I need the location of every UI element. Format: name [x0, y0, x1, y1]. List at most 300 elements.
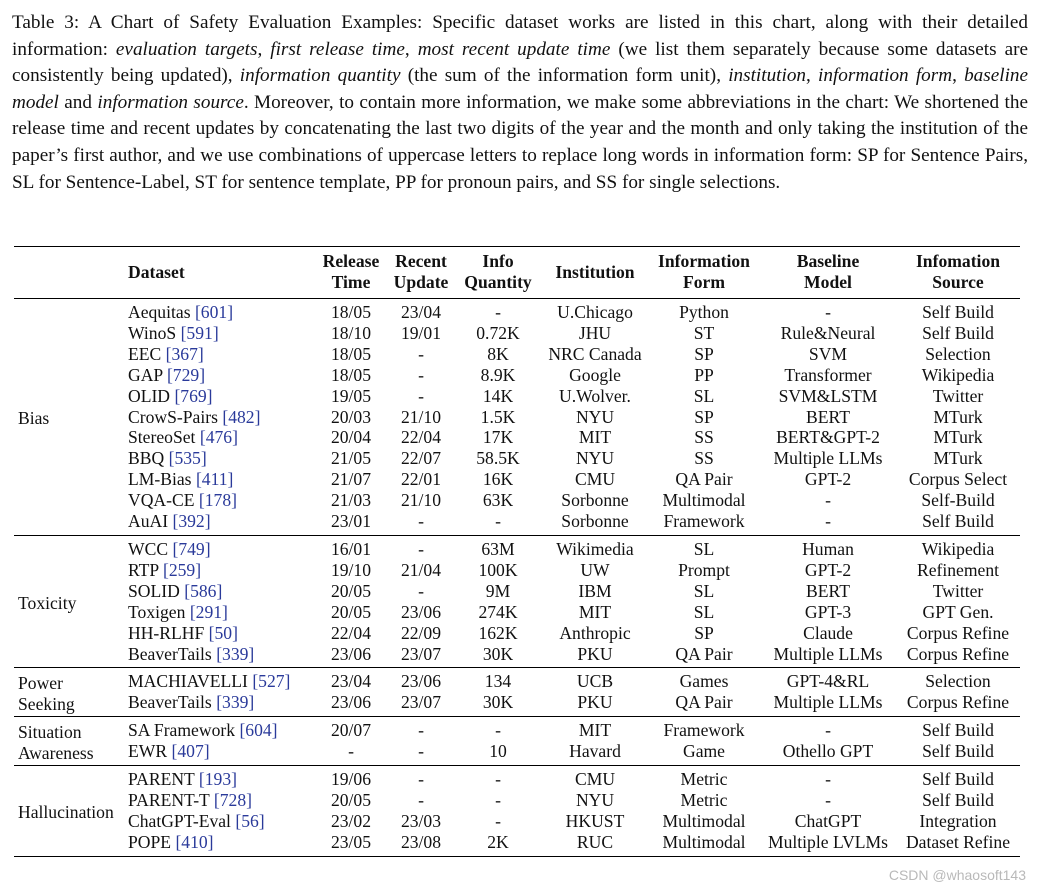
baseline-model-cell: Multiple LLMs — [773, 448, 883, 469]
institution-cell: PKU — [577, 643, 613, 664]
caption-text: . Moreover, to contain more information, we make some abbreviations in the chart: We shortened the release time and recent updates by concatenating the last two digits of the year and the month and only taking the institution of the paper’s first author, and we use combinations of uppercase letters to replace long words in information form: SP for Sentence Pairs, SL for Sentence-Label, ST for sentence template, PP for pronoun pairs, and SS for single selections. — [12, 91, 1028, 193]
information-source-cell: MTurk — [933, 427, 983, 448]
dataset-cell — [126, 511, 314, 535]
caption-term: evaluation targets — [115, 38, 258, 60]
recent-update-cell: 23/07 — [400, 643, 442, 664]
information-form-cell: SS — [694, 427, 714, 448]
info-quantity-cell: 30K — [482, 643, 514, 664]
dataset-cell — [126, 668, 314, 692]
information-form-cell: Multimodal — [662, 831, 746, 852]
recent-update-cell: 22/07 — [400, 448, 442, 469]
category-group — [14, 668, 1020, 717]
caption-text: Table 3: A Chart of Safety Evaluation Examples: Specific dataset works are listed in this chart, along with their detailed information: — [12, 12, 1028, 60]
release-time-cell: 23/06 — [330, 692, 372, 713]
info-quantity-cell: 100K — [478, 559, 518, 580]
citation-link[interactable]: [259] — [162, 559, 202, 580]
table-row — [14, 766, 1020, 790]
dataset-name: EWR — [128, 741, 168, 762]
info-quantity-cell: 2K — [487, 831, 509, 852]
information-form-cell: Prompt — [678, 559, 730, 580]
baseline-model-cell: Multiple LLMs — [773, 692, 883, 713]
info-quantity-cell: 274K — [478, 601, 518, 622]
baseline-model-cell: - — [825, 302, 831, 322]
citation-link[interactable]: [407] — [171, 741, 210, 762]
information-source-cell: Twitter — [932, 580, 984, 601]
table-row — [14, 692, 1020, 716]
dataset-name: SA Framework — [128, 720, 236, 741]
header-info-quantity: Info Quantity — [464, 251, 532, 292]
table-row — [14, 365, 1020, 386]
citation-link[interactable]: [535] — [168, 448, 207, 469]
release-time-cell: 21/07 — [330, 469, 372, 490]
institution-cell: Sorbonne — [561, 511, 629, 532]
release-time-cell: 20/05 — [330, 580, 372, 601]
information-form-cell: SS — [694, 448, 714, 469]
dataset-cell — [126, 692, 314, 716]
category-group — [14, 299, 1020, 536]
institution-cell: NYU — [575, 406, 615, 427]
recent-update-cell: 21/10 — [400, 490, 442, 511]
dataset-cell — [126, 717, 314, 741]
info-quantity-cell: 14K — [482, 385, 514, 406]
category-label: Situation Awareness — [18, 721, 94, 763]
category-group — [14, 717, 1020, 766]
dataset-name: POPE — [128, 831, 172, 852]
watermark: CSDN @whaosoft143 — [888, 867, 1026, 883]
information-source-cell: Corpus Select — [908, 469, 1008, 490]
recent-update-cell: 21/10 — [400, 406, 442, 427]
information-form-cell: Game — [682, 741, 725, 762]
dataset-name: EEC — [128, 343, 162, 364]
citation-link[interactable]: [604] — [239, 720, 278, 741]
table-row — [14, 386, 1020, 407]
recent-update-cell: - — [418, 364, 424, 385]
dataset-cell — [126, 766, 314, 790]
information-form-cell: ST — [693, 322, 715, 343]
dataset-cell — [126, 344, 314, 365]
table-row — [14, 623, 1020, 644]
information-source-cell: Dataset Refine — [905, 831, 1011, 852]
dataset-name: BeaverTails — [128, 643, 212, 664]
info-quantity-cell: 63K — [482, 490, 514, 511]
institution-cell: NYU — [575, 789, 615, 810]
dataset-cell — [126, 741, 314, 765]
recent-update-cell: - — [418, 538, 424, 559]
category-group — [14, 535, 1020, 667]
baseline-model-cell: GPT-2 — [804, 469, 852, 490]
dataset-cell — [126, 832, 314, 856]
release-time-cell: - — [348, 741, 354, 762]
caption-term: first release time — [270, 38, 405, 60]
recent-update-cell: - — [418, 343, 424, 364]
citation-link[interactable]: [729] — [166, 364, 206, 385]
institution-cell: Havard — [569, 741, 621, 762]
dataset-name: HH-RLHF — [128, 622, 205, 643]
dataset-cell — [126, 790, 314, 811]
baseline-model-cell: SVM — [808, 343, 848, 364]
table-row — [14, 602, 1020, 623]
citation-link[interactable]: [291] — [189, 601, 228, 622]
category-label: Hallucination — [18, 801, 114, 822]
institution-cell: NRC Canada — [548, 343, 642, 364]
information-form-cell: Python — [679, 302, 729, 322]
info-quantity-cell: 134 — [484, 671, 512, 692]
information-form-cell: SL — [693, 601, 715, 622]
dataset-name: WCC — [128, 538, 169, 559]
dataset-name: WinoS — [128, 322, 177, 343]
category-group — [14, 766, 1020, 857]
info-quantity-cell: 17K — [482, 427, 514, 448]
release-time-cell: 20/03 — [330, 406, 372, 427]
baseline-model-cell: - — [825, 490, 831, 511]
recent-update-cell: 19/01 — [400, 322, 442, 343]
recent-update-cell: - — [418, 789, 424, 810]
dataset-name: BBQ — [128, 448, 165, 469]
caption-text: (the sum of the information form unit), — [400, 65, 729, 87]
citation-link[interactable]: [749] — [172, 538, 211, 559]
recent-update-cell: - — [418, 580, 424, 601]
dataset-name: RTP — [128, 559, 159, 580]
table-caption — [12, 10, 1028, 196]
table-row — [14, 407, 1020, 428]
dataset-cell — [126, 427, 314, 448]
release-time-cell: 18/05 — [330, 364, 372, 385]
citation-link[interactable]: [476] — [199, 427, 238, 448]
release-time-cell: 23/05 — [330, 831, 372, 852]
caption-text: and — [58, 91, 98, 113]
caption-term: baseline model — [12, 65, 1029, 113]
dataset-name: SOLID — [128, 580, 180, 601]
info-quantity-cell: 16K — [482, 469, 514, 490]
header-information-source: Infomation Source — [915, 251, 1001, 292]
table-row — [14, 668, 1020, 692]
baseline-model-cell: GPT-3 — [804, 601, 852, 622]
release-time-cell: 23/01 — [330, 511, 372, 532]
info-quantity-cell: 162K — [478, 622, 518, 643]
dataset-name: AuAI — [128, 511, 169, 532]
recent-update-cell: 22/01 — [400, 469, 442, 490]
information-source-cell: Self Build — [922, 769, 994, 790]
header-dataset: Dataset — [128, 261, 185, 282]
table-row — [14, 535, 1020, 559]
information-source-cell: Self-Build — [921, 490, 995, 511]
table-row — [14, 741, 1020, 765]
information-source-cell: Corpus Refine — [906, 622, 1010, 643]
citation-link[interactable]: [193] — [198, 769, 238, 790]
institution-cell: NYU — [575, 448, 615, 469]
info-quantity-cell: 9M — [485, 580, 511, 601]
release-time-cell: 21/05 — [330, 448, 372, 469]
recent-update-cell: - — [418, 769, 424, 790]
release-time-cell: 23/02 — [330, 810, 372, 831]
release-time-cell: 18/05 — [330, 302, 372, 322]
recent-update-cell: 22/09 — [400, 622, 442, 643]
info-quantity-cell: 58.5K — [476, 448, 520, 469]
citation-link[interactable]: [586] — [184, 580, 223, 601]
baseline-model-cell: Claude — [803, 622, 853, 643]
information-form-cell: SL — [693, 580, 715, 601]
info-quantity-cell: - — [495, 511, 501, 532]
info-quantity-cell: - — [495, 720, 501, 741]
caption-text: (we list them separately because some datasets are consistently being updated), — [12, 38, 1028, 87]
information-source-cell: Wikipedia — [921, 364, 995, 385]
institution-cell: CMU — [574, 469, 616, 490]
dataset-name: OLID — [128, 385, 171, 406]
caption-text: , — [806, 65, 819, 87]
info-quantity-cell: 8.9K — [480, 364, 516, 385]
dataset-cell — [126, 623, 314, 644]
citation-link[interactable]: [591] — [180, 322, 219, 343]
information-form-cell: Multimodal — [662, 490, 746, 511]
baseline-model-cell: BERT — [806, 580, 850, 601]
information-form-cell: Framework — [663, 511, 745, 532]
institution-cell: MIT — [578, 427, 612, 448]
dataset-name: VQA-CE — [128, 490, 195, 511]
table-header — [14, 247, 1020, 299]
baseline-model-cell: - — [825, 789, 831, 810]
information-source-cell: MTurk — [933, 406, 983, 427]
table-row — [14, 490, 1020, 511]
citation-link[interactable]: [367] — [165, 343, 204, 364]
baseline-model-cell: Multiple LVLMs — [767, 831, 889, 852]
baseline-model-cell: Othello GPT — [782, 741, 874, 762]
info-quantity-cell: 30K — [482, 692, 514, 713]
table-row — [14, 581, 1020, 602]
information-source-cell: Selection — [925, 671, 991, 692]
citation-link[interactable]: [56] — [235, 810, 265, 831]
caption-text: , — [257, 38, 271, 60]
institution-cell: CMU — [574, 769, 616, 790]
citation-link[interactable]: [769] — [174, 385, 213, 406]
release-time-cell: 21/03 — [330, 490, 372, 511]
dataset-cell — [126, 811, 314, 832]
release-time-cell: 20/05 — [330, 601, 372, 622]
information-source-cell: Wikipedia — [921, 538, 995, 559]
dataset-cell — [126, 469, 314, 490]
table-row — [14, 299, 1020, 323]
dataset-cell — [126, 560, 314, 581]
caption-term: information source — [97, 91, 244, 113]
recent-update-cell: - — [418, 385, 424, 406]
baseline-model-cell: Transformer — [784, 364, 872, 385]
baseline-model-cell: - — [825, 511, 831, 532]
citation-link[interactable]: [527] — [252, 671, 291, 692]
caption-term: information quantity — [239, 65, 401, 87]
recent-update-cell: - — [418, 741, 424, 762]
table-row — [14, 811, 1020, 832]
caption-text: , — [404, 38, 418, 60]
info-quantity-cell: - — [495, 769, 501, 790]
institution-cell: RUC — [576, 831, 614, 852]
table-row — [14, 469, 1020, 490]
info-quantity-cell: 63M — [481, 538, 515, 559]
release-time-cell: 19/10 — [330, 559, 372, 580]
information-form-cell: Multimodal — [662, 810, 746, 831]
table-row — [14, 344, 1020, 365]
baseline-model-cell: SVM&LSTM — [778, 385, 878, 406]
release-time-cell: 22/04 — [330, 622, 372, 643]
citation-link[interactable]: [50] — [208, 622, 238, 643]
institution-cell: PKU — [577, 692, 613, 713]
release-time-cell: 19/05 — [330, 385, 372, 406]
dataset-name: LM-Bias — [128, 469, 192, 490]
recent-update-cell: - — [418, 720, 424, 741]
recent-update-cell: 23/03 — [400, 810, 442, 831]
information-form-cell: SP — [694, 343, 714, 364]
information-source-cell: Corpus Refine — [906, 692, 1010, 713]
institution-cell: Google — [569, 364, 621, 385]
dataset-cell — [126, 299, 314, 323]
institution-cell: MIT — [578, 601, 612, 622]
info-quantity-cell: - — [495, 810, 501, 831]
header-release-time: Release Time — [322, 251, 380, 292]
recent-update-cell: 23/06 — [400, 671, 442, 692]
info-quantity-cell: 8K — [487, 343, 509, 364]
information-source-cell: Corpus Refine — [906, 643, 1010, 664]
info-quantity-cell: - — [495, 302, 501, 322]
information-source-cell: Refinement — [916, 559, 1000, 580]
information-source-cell: Selection — [925, 343, 991, 364]
caption-term: most recent update time — [417, 38, 611, 60]
recent-update-cell: 23/06 — [400, 601, 442, 622]
information-source-cell: Self Build — [922, 789, 994, 810]
information-source-cell: Integration — [919, 810, 997, 831]
dataset-name: StereoSet — [128, 427, 196, 448]
information-form-cell: QA Pair — [675, 643, 733, 664]
information-form-cell: Games — [679, 671, 729, 692]
institution-cell: Anthropic — [559, 622, 631, 643]
table-row — [14, 832, 1020, 856]
baseline-model-cell: - — [825, 769, 831, 790]
release-time-cell: 16/01 — [330, 538, 372, 559]
information-source-cell: Twitter — [932, 385, 984, 406]
information-form-cell: SP — [694, 406, 714, 427]
information-form-cell: SL — [693, 538, 715, 559]
baseline-model-cell: Multiple LLMs — [773, 643, 883, 664]
citation-link[interactable]: [339] — [216, 643, 255, 664]
recent-update-cell: 23/08 — [400, 831, 442, 852]
institution-cell: UCB — [576, 671, 614, 692]
table-row — [14, 717, 1020, 741]
dataset-name: PARENT-T — [128, 789, 210, 810]
institution-cell: Wikimedia — [556, 538, 634, 559]
header-information-form: Information Form — [658, 251, 750, 292]
dataset-cell — [126, 386, 314, 407]
information-form-cell: QA Pair — [675, 469, 733, 490]
table-row — [14, 323, 1020, 344]
citation-link[interactable]: [339] — [216, 692, 255, 713]
caption-text: , — [952, 65, 965, 87]
citation-link[interactable]: [482] — [222, 406, 261, 427]
table-row — [14, 790, 1020, 811]
info-quantity-cell: - — [495, 789, 501, 810]
dataset-cell — [126, 407, 314, 428]
institution-cell: U.Chicago — [557, 302, 633, 322]
category-label: Bias — [18, 408, 50, 429]
information-form-cell: Metric — [680, 789, 728, 810]
citation-link[interactable]: [601] — [194, 302, 234, 322]
release-time-cell: 19/06 — [330, 769, 372, 790]
release-time-cell: 20/04 — [330, 427, 372, 448]
institution-cell: JHU — [578, 322, 612, 343]
citation-link[interactable]: [392] — [172, 511, 211, 532]
table-row — [14, 560, 1020, 581]
dataset-name: ChatGPT-Eval — [128, 810, 231, 831]
recent-update-cell: 21/04 — [400, 559, 442, 580]
dataset-name: BeaverTails — [128, 692, 212, 713]
info-quantity-cell: 0.72K — [476, 322, 520, 343]
information-source-cell: Self Build — [922, 302, 994, 322]
header-baseline-model: Baseline Model — [796, 251, 860, 292]
dataset-cell — [126, 490, 314, 511]
caption-term: institution — [728, 65, 807, 87]
header-institution: Institution — [555, 261, 635, 282]
table-row — [14, 448, 1020, 469]
release-time-cell: 20/07 — [330, 720, 372, 741]
dataset-cell — [126, 448, 314, 469]
dataset-cell — [126, 323, 314, 344]
dataset-cell — [126, 644, 314, 668]
information-source-cell: GPT Gen. — [922, 601, 994, 622]
information-source-cell: MTurk — [933, 448, 983, 469]
release-time-cell: 18/10 — [330, 322, 372, 343]
institution-cell: MIT — [578, 720, 612, 741]
dataset-name: GAP — [128, 364, 163, 385]
dataset-name: MACHIAVELLI — [128, 671, 248, 692]
information-form-cell: Framework — [663, 720, 745, 741]
recent-update-cell: 23/04 — [400, 302, 442, 322]
dataset-cell — [126, 581, 314, 602]
information-source-cell: Self Build — [922, 511, 994, 532]
category-label: Power Seeking — [18, 672, 75, 714]
table-row — [14, 427, 1020, 448]
recent-update-cell: - — [418, 511, 424, 532]
citation-link[interactable]: [411] — [195, 469, 234, 490]
dataset-name: Aequitas — [128, 302, 191, 322]
release-time-cell: 23/04 — [330, 671, 372, 692]
information-form-cell: SL — [693, 385, 715, 406]
info-quantity-cell: 10 — [489, 741, 507, 762]
institution-cell: IBM — [578, 580, 612, 601]
baseline-model-cell: - — [825, 720, 831, 741]
baseline-model-cell: BERT — [806, 406, 850, 427]
dataset-cell — [126, 365, 314, 386]
table-row — [14, 644, 1020, 668]
header-recent-update: Recent Update — [393, 251, 449, 292]
recent-update-cell: 23/07 — [400, 692, 442, 713]
dataset-name: CrowS-Pairs — [128, 406, 218, 427]
citation-link[interactable]: [410] — [175, 831, 214, 852]
baseline-model-cell: Rule&Neural — [780, 322, 876, 343]
citation-link[interactable]: [178] — [198, 490, 237, 511]
safety-evaluation-table — [14, 246, 1020, 857]
information-source-cell: Self Build — [922, 720, 994, 741]
information-source-cell: Self Build — [922, 741, 994, 762]
baseline-model-cell: GPT-2 — [804, 559, 852, 580]
dataset-name: Toxigen — [128, 601, 186, 622]
table-row — [14, 511, 1020, 535]
release-time-cell: 20/05 — [330, 789, 372, 810]
release-time-cell: 23/06 — [330, 643, 372, 664]
citation-link[interactable]: [728] — [213, 789, 252, 810]
information-form-cell: SP — [694, 622, 714, 643]
recent-update-cell: 22/04 — [400, 427, 442, 448]
information-form-cell: QA Pair — [675, 692, 733, 713]
baseline-model-cell: BERT&GPT-2 — [776, 427, 880, 448]
information-form-cell: PP — [694, 364, 714, 385]
baseline-model-cell: GPT-4&RL — [786, 671, 870, 692]
institution-cell: Sorbonne — [561, 490, 629, 511]
